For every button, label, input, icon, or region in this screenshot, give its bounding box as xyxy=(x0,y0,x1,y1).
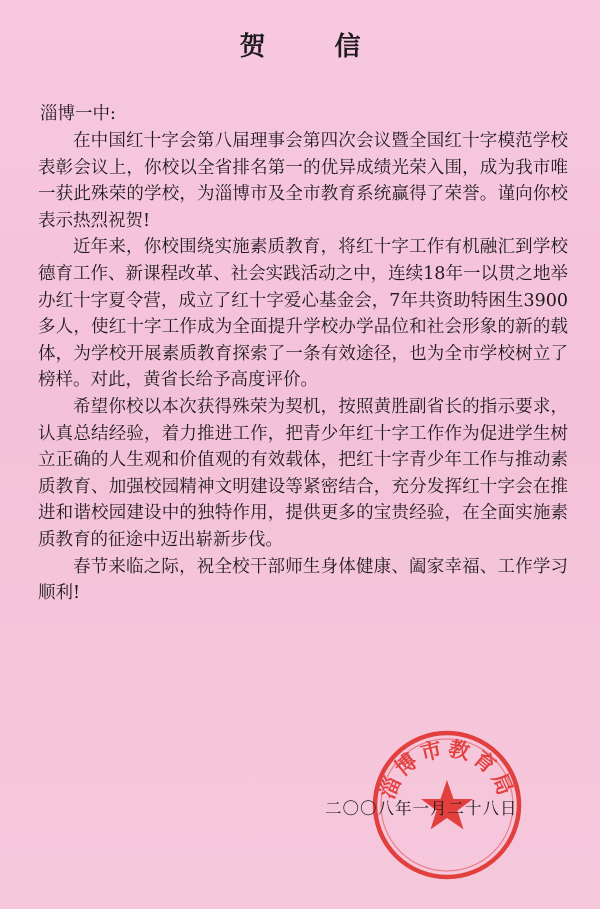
paragraph-achievements: 近年来，你校围绕实施素质教育，将红十字工作有机融汇到学校德育工作、新课程改革、社会实践活动之中，连续18年一以贯之地举办红十字夏令营，成立了红十字爱心基金会，7年共资助特困生3900多人，使红十字工作成为全面提升学校办学品位和社会形象的新的载体，为学校开展素质教育探索了一条有效途径，也为全市学校树立了榜样。对此，黄省长给予高度评价。 xyxy=(38,237,568,391)
paragraph-expectations: 希望你校以本次获得殊荣为契机，按照黄胜副省长的指示要求，认真总结经验，着力推进工作，把青少年红十字工作作为促进学生树立正确的人生观和价值观的有效载体，把红十字青少年工作与推动素质教育、加强校园精神文明建设等紧密结合，充分发挥红十字会在推进和谐校园建设中的独特作用，提供更多的宝贵经验，在全面实施素质教育的征途中迈出崭新步伐。 xyxy=(38,396,568,550)
paragraph-congratulation: 在中国红十字会第八届理事会第四次会议暨全国红十字模范学校表彰会议上，你校以全省排名第一的优异成绩光荣入围，成为我市唯一获此殊荣的学校，为淄博市及全市教育系统赢得了荣誉。谨向你校表示热烈祝贺! xyxy=(38,131,568,231)
paragraph-greetings: 春节来临之际，祝全校干部师生身体健康、阖家幸福、工作学习顺利! xyxy=(38,556,568,604)
seal-text: 淄博市教育局 xyxy=(375,736,519,803)
letter-body xyxy=(38,128,568,607)
letter-title: 贺 信 xyxy=(239,32,391,62)
letter-date: 二〇〇八年一月二十八日 xyxy=(325,799,518,818)
salutation: 淄博一中: xyxy=(40,104,116,124)
